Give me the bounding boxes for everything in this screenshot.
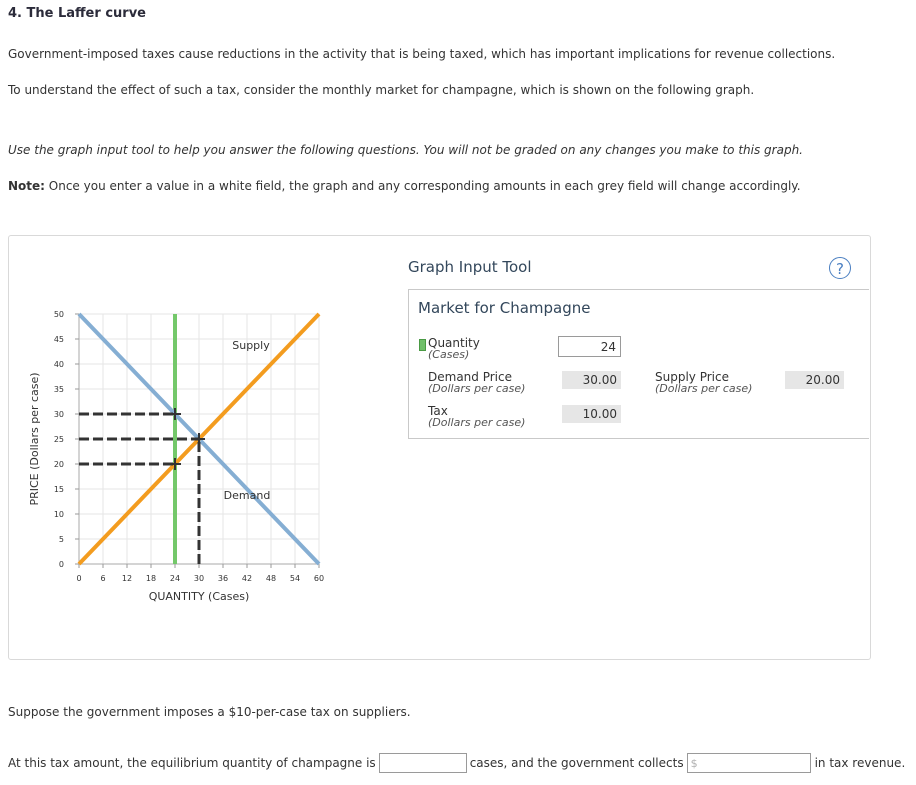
y-tick-label: 20 [53, 460, 64, 469]
y-tick-label: 0 [58, 560, 64, 569]
graph-input-tool-title: Graph Input Tool [408, 258, 532, 276]
note-paragraph [8, 179, 801, 193]
y-axis-label: PRICE (Dollars per case) [28, 372, 41, 506]
tax-label: Tax [428, 404, 448, 418]
y-tick-label: 35 [53, 385, 64, 394]
note-text: Once you enter a value in a white field, the graph and any corresponding amounts in each grey field will change accordingly. [44, 179, 801, 193]
demand-price-field: 30.00 [562, 371, 621, 389]
x-tick-label: 18 [145, 574, 157, 583]
instruction-text: Use the graph input tool to help you answer the following questions. You will not be graded on any changes you make to this graph. [8, 143, 803, 157]
y-tick-label: 10 [53, 510, 64, 519]
y-tick-label: 45 [53, 335, 64, 344]
y-tick-label: 50 [53, 310, 64, 319]
help-icon[interactable]: ? [829, 257, 851, 279]
x-tick-label: 12 [121, 574, 133, 583]
x-tick-label: 6 [100, 574, 106, 583]
market-title: Market for Champagne [418, 299, 591, 317]
x-tick-label: 24 [169, 574, 181, 583]
x-tick-label: 48 [265, 574, 277, 583]
y-tick-label: 5 [58, 535, 64, 544]
tax-revenue-input[interactable] [687, 753, 811, 773]
demand-label: Demand [223, 489, 271, 502]
tax-field: 10.00 [562, 405, 621, 423]
demand-price-label: Demand Price [428, 370, 512, 384]
x-tick-label: 0 [76, 574, 82, 583]
y-tick-label: 30 [53, 410, 64, 419]
question-title: 4. The Laffer curve [8, 6, 146, 21]
x-tick-label: 54 [289, 574, 301, 583]
supply-price-unit: (Dollars per case) [655, 382, 753, 395]
x-axis-label: QUANTITY (Cases) [148, 590, 250, 603]
supply-label: Supply [232, 339, 270, 352]
intro-paragraph: Government-imposed taxes cause reductions in the activity that is being taxed, which has important implications for revenue collections. [8, 47, 836, 61]
tax-unit: (Dollars per case) [428, 416, 526, 429]
y-tick-label: 25 [53, 435, 64, 444]
dollar-sign: $ [690, 756, 698, 770]
quantity-color-swatch [419, 339, 426, 351]
champagne-market-chart[interactable] [20, 300, 340, 610]
y-tick-label: 40 [53, 360, 64, 369]
y-tick-label: 15 [53, 485, 64, 494]
demand-price-unit: (Dollars per case) [428, 382, 526, 395]
answer-text-part3: in tax revenue. [814, 756, 906, 770]
x-tick-label: 60 [313, 574, 325, 583]
quantity-input[interactable] [558, 336, 621, 357]
x-tick-label: 36 [217, 574, 229, 583]
supply-price-field: 20.00 [785, 371, 844, 389]
answer-text-part1: At this tax amount, the equilibrium quantity of champagne is [8, 756, 376, 770]
note-label: Note: [8, 179, 45, 193]
context-paragraph: To understand the effect of such a tax, consider the monthly market for champagne, which is shown on the following graph. [8, 83, 755, 97]
answer-row [8, 753, 905, 773]
quantity-unit: (Cases) [428, 348, 470, 361]
instruction-paragraph [8, 143, 803, 157]
x-tick-label: 30 [193, 574, 205, 583]
answer-text-part2: cases, and the government collects [469, 756, 684, 770]
equilibrium-quantity-input[interactable] [379, 753, 467, 773]
supply-price-label: Supply Price [655, 370, 729, 384]
quantity-label: Quantity [428, 336, 480, 350]
tax-statement: Suppose the government imposes a $10-per-case tax on suppliers. [8, 705, 411, 719]
x-tick-label: 42 [241, 574, 253, 583]
